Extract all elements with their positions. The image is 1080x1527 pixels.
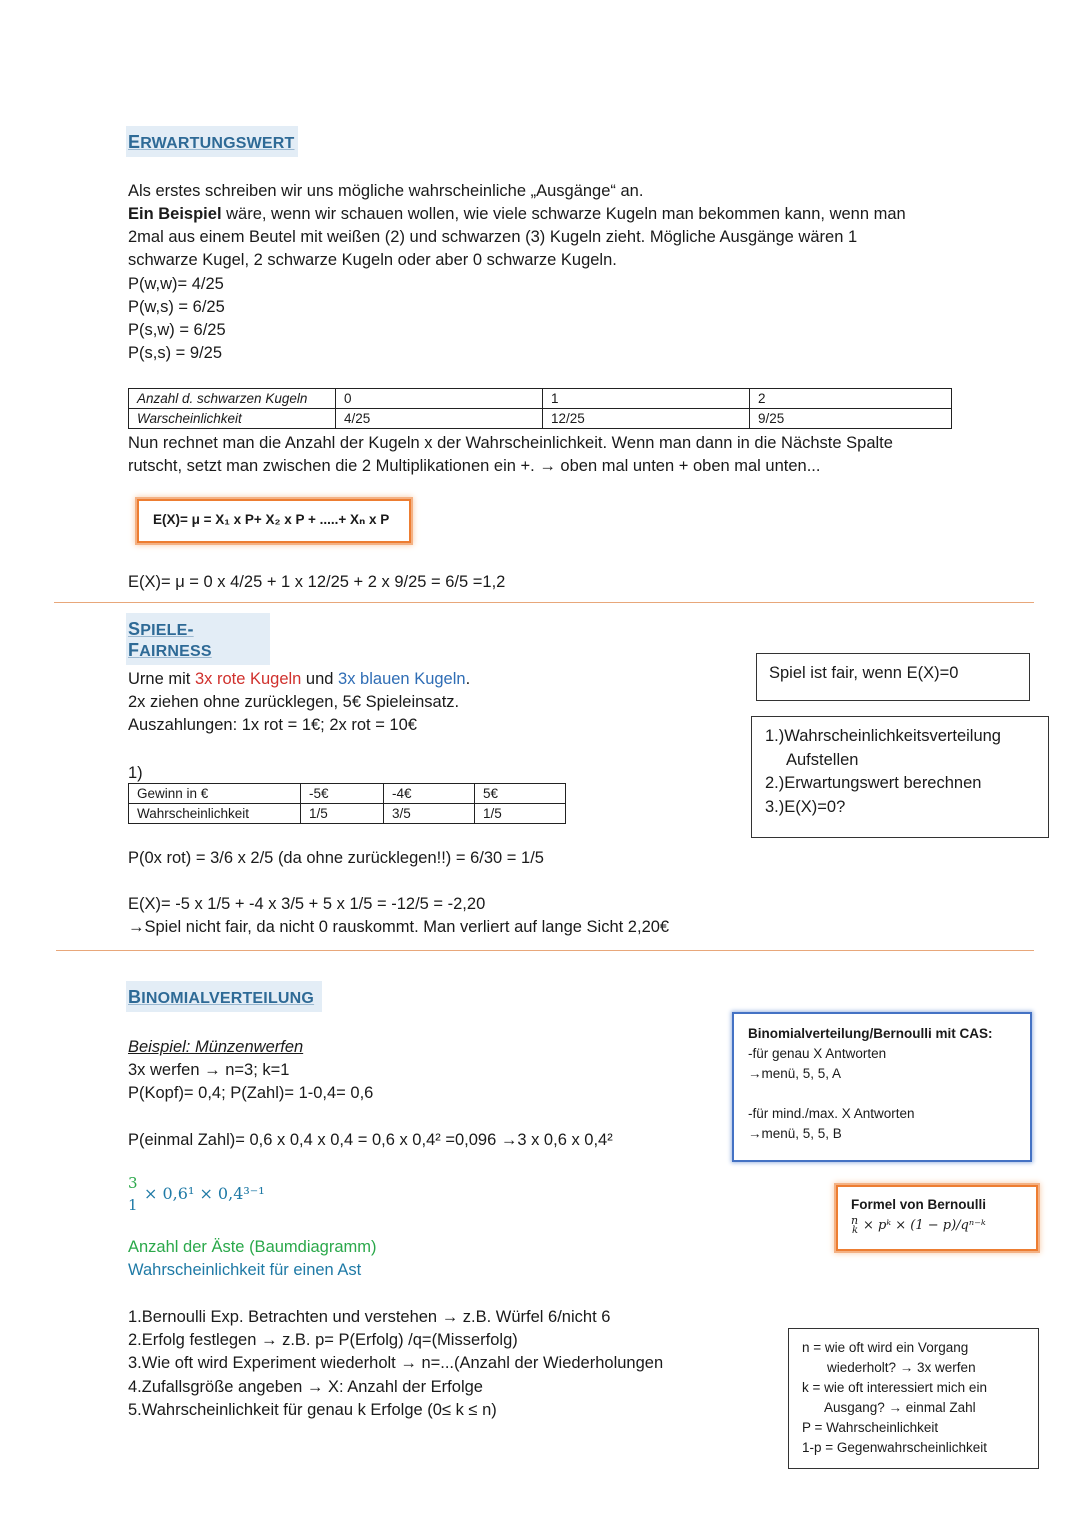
table-cell: Anzahl d. schwarzen Kugeln <box>129 389 336 409</box>
table-cell: 1 <box>543 389 750 409</box>
fair-condition-text: Spiel ist fair, wenn E(X)=0 <box>769 664 959 682</box>
table-cell: 5€ <box>475 784 566 804</box>
table-cell: 3/5 <box>384 804 475 824</box>
step-item: Aufstellen <box>786 750 859 769</box>
p0-line: P(0x rot) = 3/6 x 2/5 (da ohne zurücklegen!!) = 6/30 = 1/5 <box>128 849 544 867</box>
cas-box <box>732 1012 1032 1162</box>
legend-line: n = wie oft wird ein Vorgang <box>802 1340 969 1355</box>
ziehen-line: 2x ziehen ohne zurücklegen, 5€ Spieleinsatz. <box>128 693 460 711</box>
ex-line: E(X)= -5 x 1/5 + -4 x 3/5 + 5 x 1/5 = -12/5 = -2,20 <box>128 895 486 913</box>
table-cell: Gewinn in € <box>129 784 301 804</box>
table-row <box>129 804 566 824</box>
kopf-zahl-line: P(Kopf)= 0,4; P(Zahl)= 1-0,4= 0,6 <box>128 1084 374 1102</box>
auszahlung-line: Auszahlungen: 1x rot = 1€; 2x rot = 10€ <box>128 716 417 734</box>
step-item: 3.)E(X)=0? <box>765 797 846 816</box>
step-item: 2.)Erwartungswert berechnen <box>765 774 982 792</box>
legend-line: P = Wahrscheinlichkeit <box>802 1420 939 1435</box>
cas-line: →menü, 5, 5, B <box>748 1126 842 1141</box>
table-cell: 1/5 <box>301 804 384 824</box>
bernoulli-formula-box <box>836 1185 1038 1251</box>
section-divider <box>54 602 1034 603</box>
prob-ww: P(w,w)= 4/25 <box>128 275 224 293</box>
numbered-item: 2.Erfolg festlegen → z.B. p= P(Erfolg) /q=(Misserfolg) <box>128 1331 518 1349</box>
binom-top: 3 <box>128 1174 138 1192</box>
numbered-item: 3.Wie oft wird Experiment wiederholt → n=...(Anzahl der Wiederholungen <box>128 1354 664 1372</box>
legend-content <box>802 1338 987 1458</box>
legend-line: k = wie oft interessiert mich ein <box>802 1380 987 1395</box>
step-item: 1.)Wahrscheinlichkeitsverteilung <box>765 727 1001 745</box>
wahrscheinlichkeit-ast: Wahrscheinlichkeit für einen Ast <box>128 1261 362 1279</box>
example-line-3: schwarze Kugel, 2 schwarze Kugeln oder aber 0 schwarze Kugeln. <box>128 251 617 269</box>
example-line-1: Ein Beispiel wäre, wenn wir schauen wollen, wie viele schwarze Kugeln man bekommen kann, wenn man <box>128 205 906 223</box>
bernoulli-n: n <box>851 1214 859 1227</box>
legend-line: Ausgang? → einmal Zahl <box>824 1400 976 1415</box>
steps-list <box>765 725 1001 819</box>
bernoulli-title: Formel von Bernoulli <box>851 1197 987 1212</box>
table-row <box>129 784 566 804</box>
cas-line: -für mind./max. X Antworten <box>748 1106 915 1121</box>
prob-sw: P(s,w) = 6/25 <box>128 321 226 339</box>
table-cell: 0 <box>336 389 543 409</box>
table-row <box>129 389 952 409</box>
fair-condition-box <box>756 653 1030 701</box>
section-divider <box>56 950 1034 951</box>
numbered-item: 5.Wahrscheinlichkeit für genau k Erfolge (0≤ k ≤ n) <box>128 1401 497 1419</box>
explain-line-2: rutscht, setzt man zwischen die 2 Multiplikationen ein +. → oben mal unten + oben mal unten... <box>128 457 821 475</box>
table-cell: Wahrscheinlichkeit <box>129 804 301 824</box>
table-cell: 12/25 <box>543 409 750 429</box>
calc-line: E(X)= μ = 0 x 4/25 + 1 x 12/25 + 2 x 9/25 = 6/5 =1,2 <box>128 573 506 591</box>
heading-spiele-fairness: SPIELE-FAIRNESS <box>126 613 270 665</box>
cas-title: Binomialverteilung/Bernoulli mit CAS: <box>748 1026 993 1041</box>
table-cell: Warscheinlichkeit <box>129 409 336 429</box>
table-cell: -5€ <box>301 784 384 804</box>
cas-line: →menü, 5, 5, A <box>748 1066 842 1081</box>
bernoulli-k: k <box>852 1225 859 1236</box>
cas-line: -für genau X Antworten <box>748 1046 887 1061</box>
table-cell: 4/25 <box>336 409 543 429</box>
einmal-zahl-line: P(einmal Zahl)= 0,6 x 0,4 x 0,4 = 0,6 x 0,4² =0,096 →3 x 0,6 x 0,4² <box>128 1131 613 1149</box>
table-cell: 9/25 <box>750 409 952 429</box>
legend-line: wiederholt? → 3x werfen <box>827 1360 976 1375</box>
table-cell: 2 <box>750 389 952 409</box>
intro-text: Als erstes schreiben wir uns mögliche wahrscheinliche „Ausgänge“ an. <box>128 182 644 200</box>
bernoulli-rest: × pᵏ × (1 − p)/qⁿ⁻ᵏ <box>863 1218 986 1233</box>
table-schwarze-kugeln <box>128 388 952 429</box>
beispiel-title: Beispiel: Münzenwerfen <box>128 1038 304 1056</box>
conclusion-line: →Spiel nicht fair, da nicht 0 rauskommt. Man verliert auf lange Sicht 2,20€ <box>128 918 670 936</box>
formula-text: E(X)= μ = X₁ x P+ X₂ x P + .....+ Xₙ x P <box>153 512 390 527</box>
legend-box <box>788 1328 1039 1469</box>
prob-ws: P(w,s) = 6/25 <box>128 298 225 316</box>
werfen-line: 3x werfen → n=3; k=1 <box>128 1061 290 1079</box>
formula-box-erwartungswert <box>137 499 411 543</box>
table-gewinn <box>128 783 566 824</box>
legend-line: 1-p = Gegenwahrscheinlichkeit <box>802 1440 987 1455</box>
table-cell: -4€ <box>384 784 475 804</box>
cas-content <box>748 1024 993 1144</box>
numbered-item: 4.Zufallsgröße angeben → X: Anzahl der Erfolge <box>128 1378 483 1396</box>
table-cell: 1/5 <box>475 804 566 824</box>
heading-erwartungswert: ERWARTUNGSWERT <box>126 126 298 157</box>
table-row <box>129 409 952 429</box>
heading-binomialverteilung: BINOMIALVERTEILUNG <box>126 981 322 1012</box>
numbered-item: 1.Bernoulli Exp. Betrachten und verstehen → z.B. Würfel 6/nicht 6 <box>128 1308 611 1326</box>
binom-bottom: 1 <box>128 1196 138 1214</box>
steps-box <box>751 716 1049 838</box>
urne-line: Urne mit 3x rote Kugeln und 3x blauen Kugeln. <box>128 670 471 688</box>
explain-line-1: Nun rechnet man die Anzahl der Kugeln x der Wahrscheinlichkeit. Wenn man dann in die Nächste Spalte <box>128 434 893 452</box>
example-line-2: 2mal aus einem Beutel mit weißen (2) und schwarzen (3) Kugeln zieht. Mögliche Ausgänge wären 1 <box>128 228 858 246</box>
prob-ss: P(s,s) = 9/25 <box>128 344 222 362</box>
anzahl-aeste: Anzahl der Äste (Baumdiagramm) <box>128 1238 377 1256</box>
binom-rest: × 0,6¹ × 0,4³⁻¹ <box>144 1184 265 1203</box>
step-label: 1) <box>128 764 143 782</box>
